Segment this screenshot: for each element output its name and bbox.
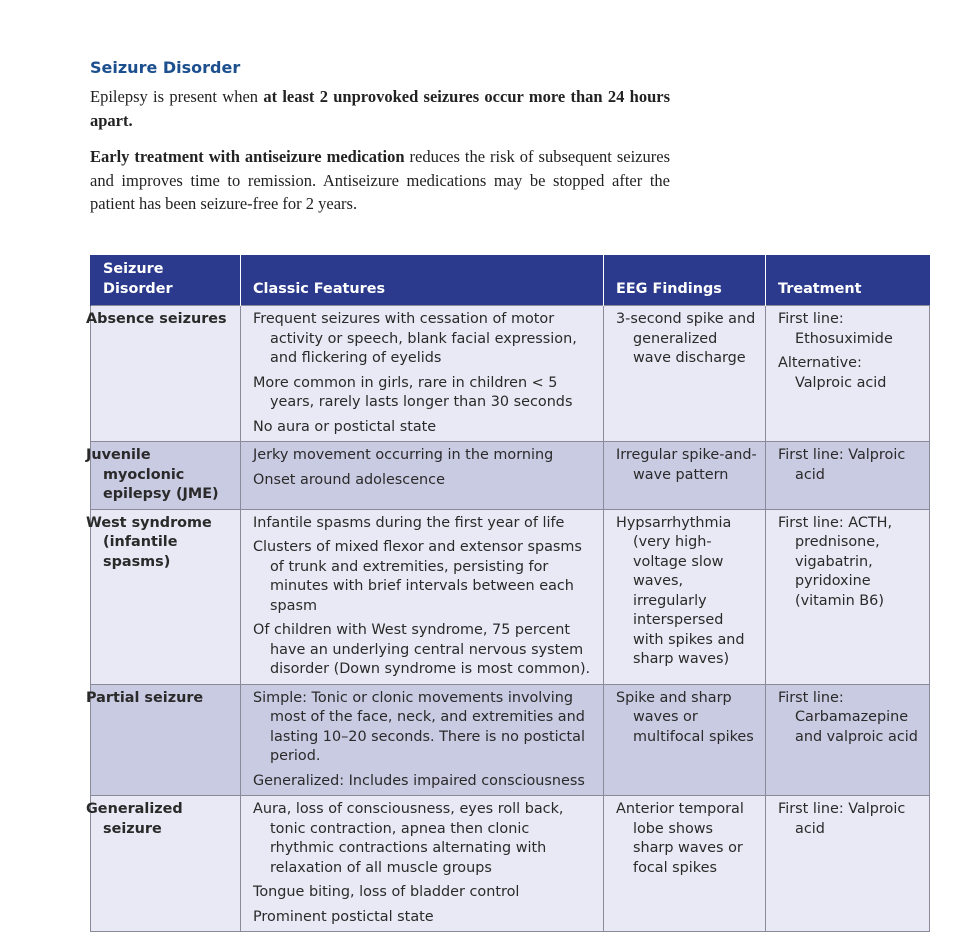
treatment-cell xyxy=(766,796,930,932)
features-cell xyxy=(241,442,604,510)
intro-p2-text: reduces the risk of subsequent seizures and improves time to remission. Antiseizure medications may be stopped after the patient has been seizure-free for 2 years. xyxy=(90,147,670,213)
features-cell xyxy=(241,796,604,932)
eeg-item: 3-second spike and generalized wave discharge xyxy=(616,311,756,366)
features-cell xyxy=(241,509,604,684)
intro-p2-bold: Early treatment with antiseizure medication xyxy=(90,147,405,166)
table-row xyxy=(91,442,930,510)
table-row xyxy=(91,796,930,932)
table-row xyxy=(91,509,930,684)
feature-item: More common in girls, rare in children < 5 years, rarely lasts longer than 30 seconds xyxy=(253,374,573,410)
disorder-cell: Juvenile myoclonic epilepsy (JME) xyxy=(91,442,241,510)
feature-item: Onset around adolescence xyxy=(253,471,445,488)
treatment-cell xyxy=(766,442,930,510)
eeg-cell xyxy=(604,306,766,442)
feature-item: Tongue biting, loss of bladder control xyxy=(253,884,520,900)
feature-item: Aura, loss of consciousness, eyes roll back, tonic contraction, apnea then clonic rhythmic contractions alternating with relaxation of all muscle groups xyxy=(253,801,564,876)
eeg-item: Irregular spike-and-wave pattern xyxy=(616,447,757,483)
table-row xyxy=(91,306,930,442)
header-treatment: Treatment xyxy=(766,255,930,306)
eeg-cell xyxy=(604,796,766,932)
treatment-item: First line: Ethosuximide xyxy=(778,311,893,347)
disorder-cell: Generalized seizure xyxy=(91,796,241,932)
intro-paragraph-1 xyxy=(90,85,670,132)
treatment-cell xyxy=(766,684,930,796)
eeg-item: Spike and sharp waves or multifocal spikes xyxy=(616,689,754,745)
eeg-cell xyxy=(604,442,766,510)
header-disorder: Seizure Disorder xyxy=(91,255,241,306)
header-eeg: EEG Findings xyxy=(604,255,766,306)
feature-item: Clusters of mixed flexor and extensor spasms of trunk and extremities, persisting for minutes with brief intervals between each spasm xyxy=(253,539,582,614)
eeg-cell xyxy=(604,509,766,684)
disorder-cell: Partial seizure xyxy=(91,684,241,796)
features-cell xyxy=(241,684,604,796)
feature-item: Frequent seizures with cessation of motor activity or speech, blank facial expression, and flickering of eyelids xyxy=(253,311,577,366)
treatment-item: First line: ACTH, prednisone, vigabatrin, pyridoxine (vitamin B6) xyxy=(778,514,893,609)
eeg-cell xyxy=(604,684,766,796)
feature-item: Generalized: Includes impaired consciousness xyxy=(253,772,585,789)
eeg-item: Hypsarrhythmia (very high-voltage slow waves, irregularly interspersed with spikes and sharp waves) xyxy=(616,514,745,667)
treatment-item: First line: Valproic acid xyxy=(778,801,906,837)
intro-text xyxy=(90,85,670,216)
intro-paragraph-2 xyxy=(90,145,670,216)
eeg-item: Anterior temporal lobe shows sharp waves or focal spikes xyxy=(616,801,744,876)
disorder-cell: West syndrome (infantile spasms) xyxy=(91,509,241,684)
treatment-cell xyxy=(766,306,930,442)
feature-item: Of children with West syndrome, 75 percent have an underlying central nervous system disorder (Down syndrome is most common). xyxy=(253,622,591,677)
treatment-item: First line: Carbamazepine and valproic acid xyxy=(778,689,918,745)
treatment-cell xyxy=(766,509,930,684)
feature-item: Prominent postictal state xyxy=(253,908,434,925)
treatment-item: First line: Valproic acid xyxy=(778,447,906,483)
disorder-cell: Absence seizures xyxy=(91,306,241,442)
table-header-row xyxy=(91,255,930,306)
page-title: Seizure Disorder xyxy=(90,58,241,77)
header-features: Classic Features xyxy=(241,255,604,306)
intro-p1-bold: at least 2 unprovoked seizures occur more than 24 hours apart. xyxy=(90,87,670,130)
features-cell xyxy=(241,306,604,442)
treatment-item: Alternative: Valproic acid xyxy=(778,355,887,391)
intro-p1-text: Epilepsy is present when xyxy=(90,87,264,106)
feature-item: Jerky movement occurring in the morning xyxy=(253,447,554,463)
feature-item: Simple: Tonic or clonic movements involving most of the face, neck, and extremities and lasting 10–20 seconds. There is no postictal period. xyxy=(253,689,585,764)
seizure-table xyxy=(86,255,930,932)
feature-item: No aura or postictal state xyxy=(253,418,437,435)
table-row xyxy=(91,684,930,796)
feature-item: Infantile spasms during the first year of life xyxy=(253,514,565,531)
